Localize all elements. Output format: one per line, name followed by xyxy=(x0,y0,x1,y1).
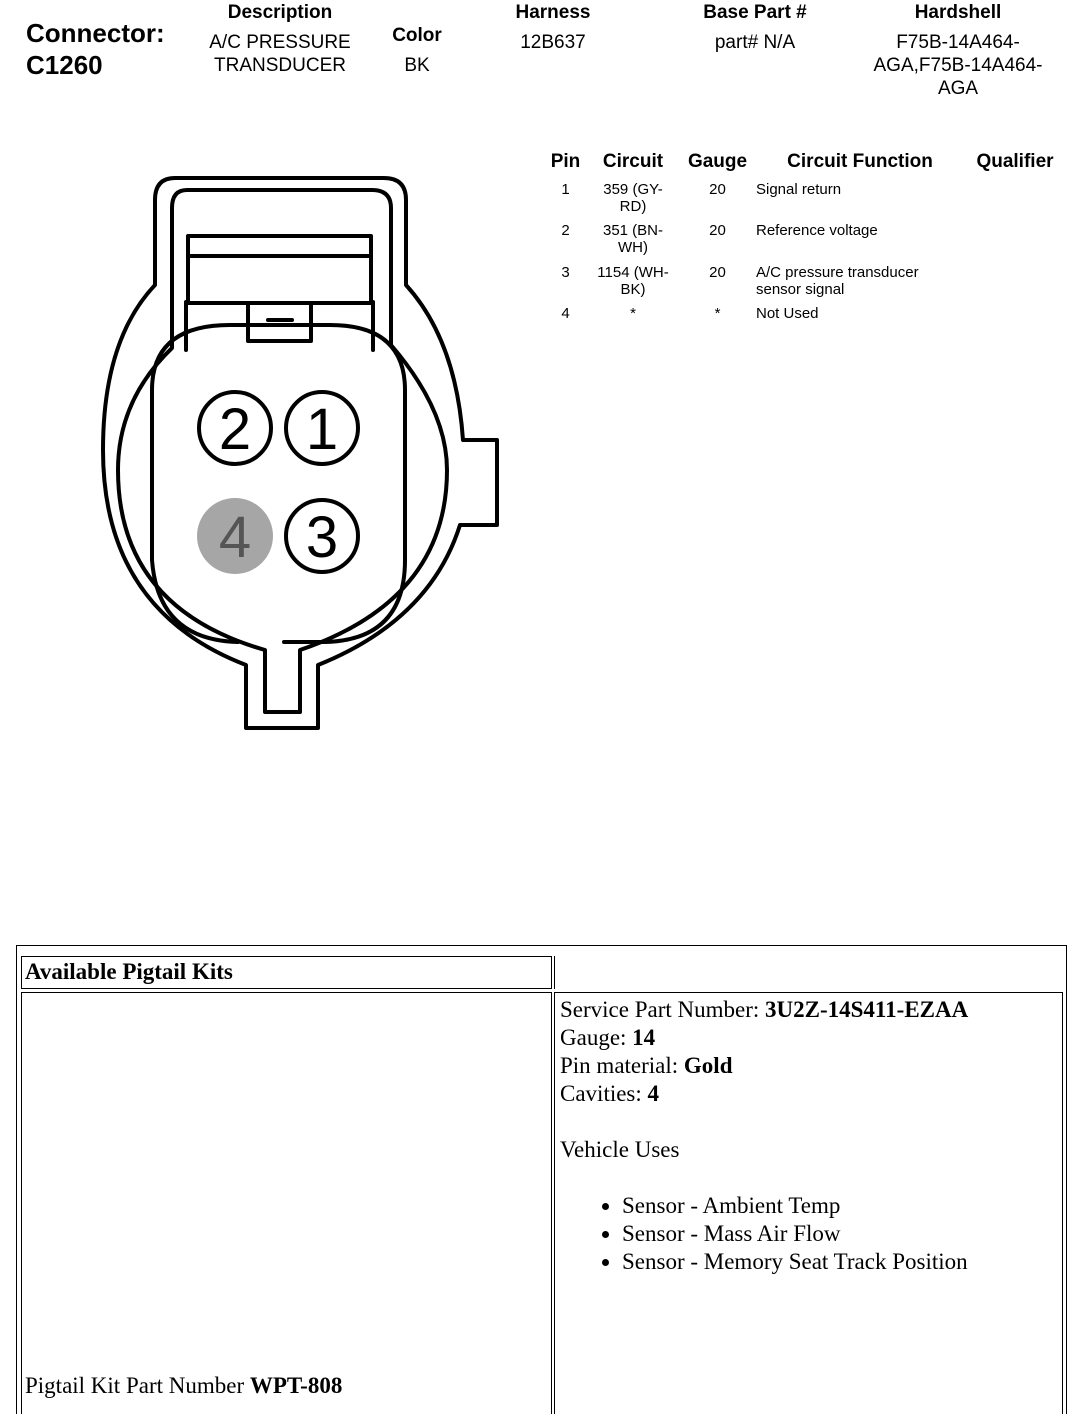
table-row-4-function: Not Used xyxy=(756,305,819,322)
description-label: Description xyxy=(227,2,333,23)
table-row-3-function-cont: sensor signal xyxy=(756,281,845,298)
pigtail-details-cell xyxy=(554,992,1063,1414)
table-row-2-function: Reference voltage xyxy=(756,222,878,239)
pigtail-title-empty-cell xyxy=(554,956,1063,989)
table-row-3-circuit-cont: BK) xyxy=(620,281,646,298)
gauge-row: Gauge: 14 xyxy=(560,1025,656,1050)
col-header-circuit: Circuit xyxy=(602,151,664,172)
table-row-2-pin: 2 xyxy=(561,222,570,239)
table-row-3-circuit: 1154 (WH- xyxy=(597,264,669,281)
table-row-3-gauge: 20 xyxy=(709,264,726,281)
pigtail-kit-part-number: Pigtail Kit Part Number WPT-808 xyxy=(25,1373,343,1398)
description-value-line2: TRANSDUCER xyxy=(214,55,346,76)
table-row-1-function: Signal return xyxy=(756,181,842,198)
harness-label: Harness xyxy=(515,2,591,23)
vehicle-uses-label: Vehicle Uses xyxy=(560,1137,680,1162)
service-part-number: Service Part Number: 3U2Z-14S411-EZAA xyxy=(560,997,969,1022)
color-label: Color xyxy=(392,25,442,46)
pigtail-kit-part-value: WPT-808 xyxy=(249,1373,343,1398)
color-value: BK xyxy=(404,55,430,76)
pin-number-3: 3 xyxy=(305,505,339,570)
table-row-2-circuit: 351 (BN- xyxy=(602,222,664,239)
table-row-2-circuit-cont: WH) xyxy=(618,239,648,256)
table-row-1-pin: 1 xyxy=(561,181,570,198)
base-part-value: part# N/A xyxy=(714,32,796,53)
connector-face-diagram xyxy=(95,168,505,738)
pin-number-1: 1 xyxy=(305,397,339,462)
table-row-4-pin: 4 xyxy=(561,305,570,322)
harness-value: 12B637 xyxy=(520,32,586,53)
pigtail-title-cell xyxy=(21,956,552,989)
hardshell-value-line1: F75B-14A464- xyxy=(896,32,1020,53)
vehicle-use-item: • Sensor - Mass Air Flow xyxy=(622,1220,1055,1248)
pin-material-value: Gold xyxy=(683,1053,733,1078)
col-header-circuit-function: Circuit Function xyxy=(787,151,933,172)
pin-material-row: Pin material: Gold xyxy=(560,1053,733,1078)
pigtail-kit-cell xyxy=(21,992,552,1414)
hardshell-value-line3: AGA xyxy=(937,78,979,99)
cavities-value: 4 xyxy=(647,1081,660,1106)
table-row-1-circuit-cont: RD) xyxy=(619,198,647,215)
service-part-value: 3U2Z-14S411-EZAA xyxy=(765,997,969,1022)
table-row-1-gauge: 20 xyxy=(709,181,726,198)
col-header-qualifier: Qualifier xyxy=(976,151,1054,172)
col-header-pin: Pin xyxy=(550,151,581,172)
col-header-gauge: Gauge xyxy=(687,151,748,172)
vehicle-use-item: • Sensor - Memory Seat Track Position xyxy=(622,1248,1055,1276)
table-row-1-circuit: 359 (GY- xyxy=(603,181,663,198)
vehicle-use-item: • Sensor - Ambient Temp xyxy=(622,1192,1055,1220)
table-row-4-gauge: * xyxy=(714,305,721,322)
table-row-2-gauge: 20 xyxy=(709,222,726,239)
cavities-row: Cavities: 4 xyxy=(560,1081,660,1106)
hardshell-value-line2: AGA,F75B-14A464- xyxy=(873,55,1043,76)
vehicle-uses-list xyxy=(560,1192,1055,1276)
hardshell-label: Hardshell xyxy=(914,2,1002,23)
pin-number-4: 4 xyxy=(218,505,252,570)
connector-id: C1260 xyxy=(26,50,103,80)
description-value-line1: A/C PRESSURE xyxy=(209,32,351,53)
table-row-3-pin: 3 xyxy=(561,264,570,281)
base-part-label: Base Part # xyxy=(703,2,807,23)
pin-number-2: 2 xyxy=(218,397,252,462)
table-row-4-circuit: * xyxy=(630,305,636,322)
table-row-3-function: A/C pressure transducer xyxy=(756,264,919,281)
connector-label: Connector: xyxy=(26,18,165,48)
pigtail-title: Available Pigtail Kits xyxy=(25,959,233,984)
gauge-value: 14 xyxy=(632,1025,656,1050)
